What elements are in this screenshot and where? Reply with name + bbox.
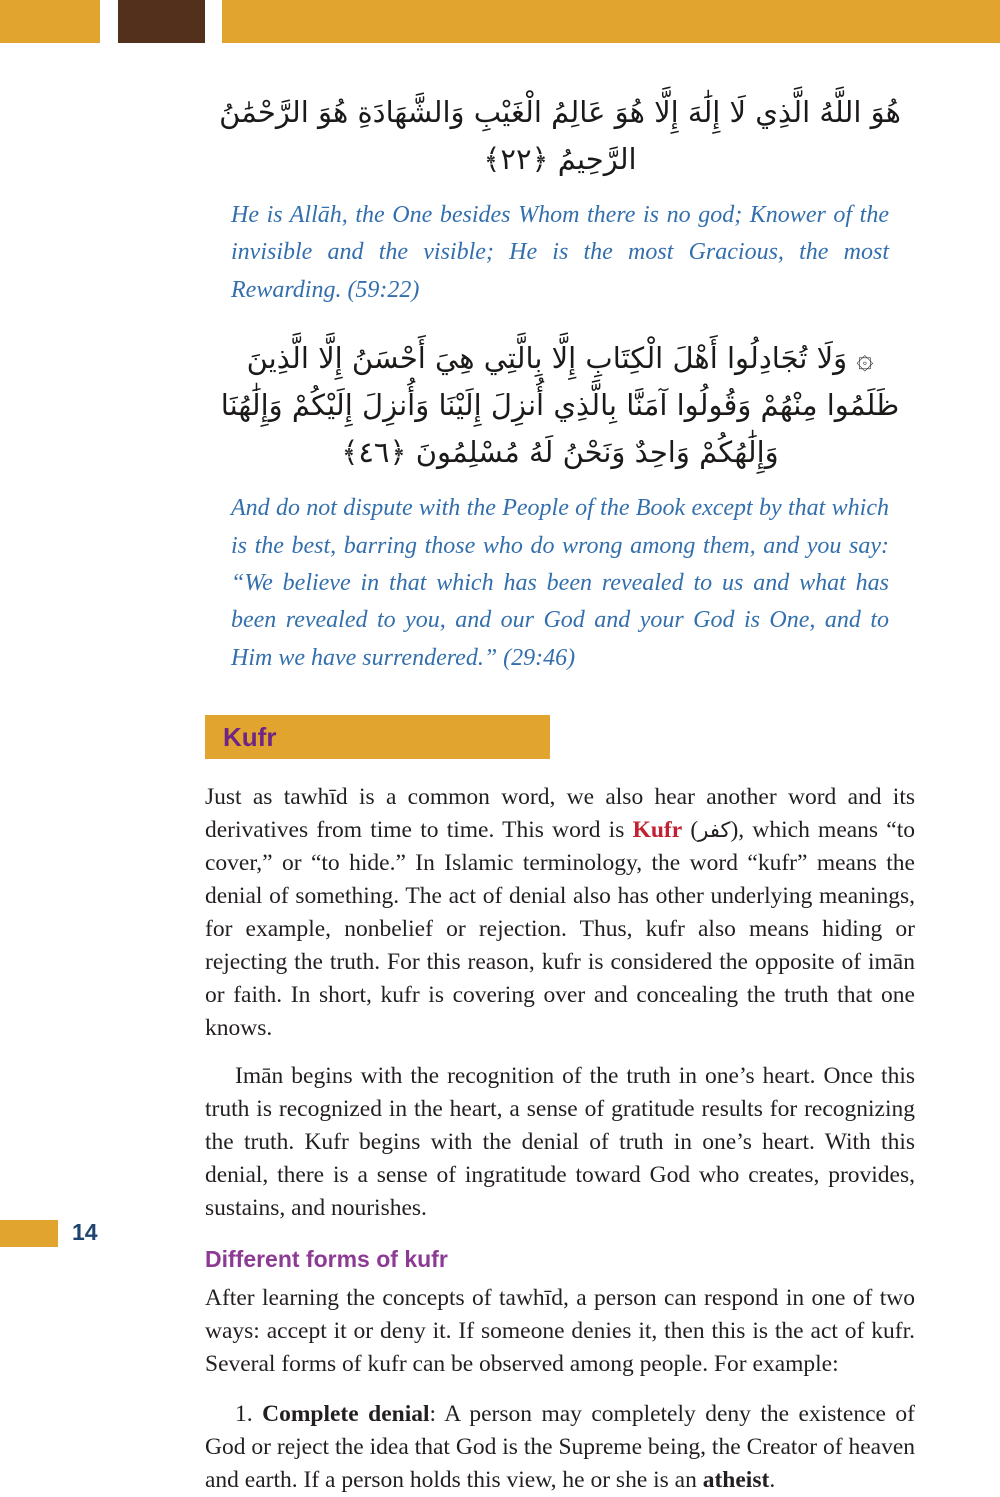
kufr-term-red: Kufr (632, 817, 683, 844)
complete-denial-bold: Complete denial (262, 1401, 430, 1428)
header-gold-bar (222, 0, 1000, 43)
paragraph-kufr-intro (205, 781, 915, 1045)
kufr-arabic-inline: كفر (698, 818, 731, 843)
paragraph-iman-kufr: Imān begins with the recognition of the truth in one’s heart. Once this truth is recognized in the heart, a sense of gratitude results for recognizing the truth. Kufr begins with the denial of truth in one’s heart. With this denial, there is a sense of ingratitude toward God who creates, provides, sustains, and nourishes. (205, 1063, 915, 1222)
verse-translation-29-46: And do not dispute with the People of the Book except by that which is the best, barring those who do wrong among them, and you say: “We believe in that which has been revealed to us and what has been revealed to you, and our God and your God is One, and to Him we have surrendered.” (29:46) (231, 495, 889, 671)
paragraph-forms-intro: After learning the concepts of tawhīd, a person can respond in one of two ways: accept it or deny it. If someone denies it, then this is the act of kufr. Several forms of kufr can be observed among people. For example: (205, 1285, 915, 1378)
section-title: Kufr (223, 721, 277, 752)
arabic-verse-29-46: ۞ وَلَا تُجَادِلُوا أَهْلَ الْكِتَابِ إِلَّا بِالَّتِي هِيَ أَحْسَنُ إِلَّا الَّذِينَ ظَلَمُوا مِنْهُمْ وَقُولُوا آمَنَّا بِالَّذِي أُنزِلَ إِلَيْنَا وَأُنزِلَ إِلَيْكُمْ وَإِلَٰهُنَا وَإِلَٰهُكُمْ وَاحِدٌ وَنَحْنُ لَهُ مُسْلِمُونَ ﴿٤٦﴾ (220, 341, 900, 470)
atheist-bold: atheist (702, 1467, 770, 1494)
section-header-kufr (205, 715, 550, 759)
subheading-different-forms-of-kufr: Different forms of kufr (205, 1246, 448, 1273)
header-decoration-bar (0, 0, 1000, 43)
footer-gold-block (0, 1220, 58, 1247)
arabic-verse-59-22: هُوَ اللَّهُ الَّذِي لَا إِلَٰهَ إِلَّا هُوَ عَالِمُ الْغَيْبِ وَالشَّهَادَةِ هُوَ الرَّحْمَٰنُ الرَّحِيمُ ﴿٢٢﴾ (219, 95, 901, 176)
item-text-middle: : A person may completely deny the existence of God or reject the idea that God is the Supreme being, the Creator of heaven and earth. If a person holds this view, he or she is an (205, 1401, 915, 1494)
header-gap (100, 0, 118, 43)
list-item-complete-denial (205, 1398, 915, 1497)
intro-paren-open: ( (682, 817, 699, 844)
header-brown-block (118, 0, 205, 43)
page-number: 14 (72, 1219, 98, 1245)
verse-translation-59-22: He is Allāh, the One besides Whom there is no god; Knower of the invisible and the visible; He is the most Gracious, the most Rewarding. (59:22) (231, 201, 889, 303)
intro-text-after: ), which means “to cover,” or “to hide.” In Islamic terminology, the word “kufr” means the denial of something. The act of denial also has other underlying meanings, for example, nonbelief or rejection. Thus, kufr also means hiding or rejecting the truth. For this reason, kufr is considered the opposite of imān or faith. In short, kufr is covering over and concealing the truth that one knows. (205, 817, 916, 1042)
intro-text-before: Just as tawhīd is a common word, we also hear another word and its derivatives from time to time. This word is (205, 784, 915, 844)
item-text-end: . (769, 1467, 776, 1494)
header-gold-block-left (0, 0, 100, 43)
item-number: 1. (235, 1401, 263, 1428)
header-gap (205, 0, 222, 43)
page-content (205, 43, 915, 1497)
